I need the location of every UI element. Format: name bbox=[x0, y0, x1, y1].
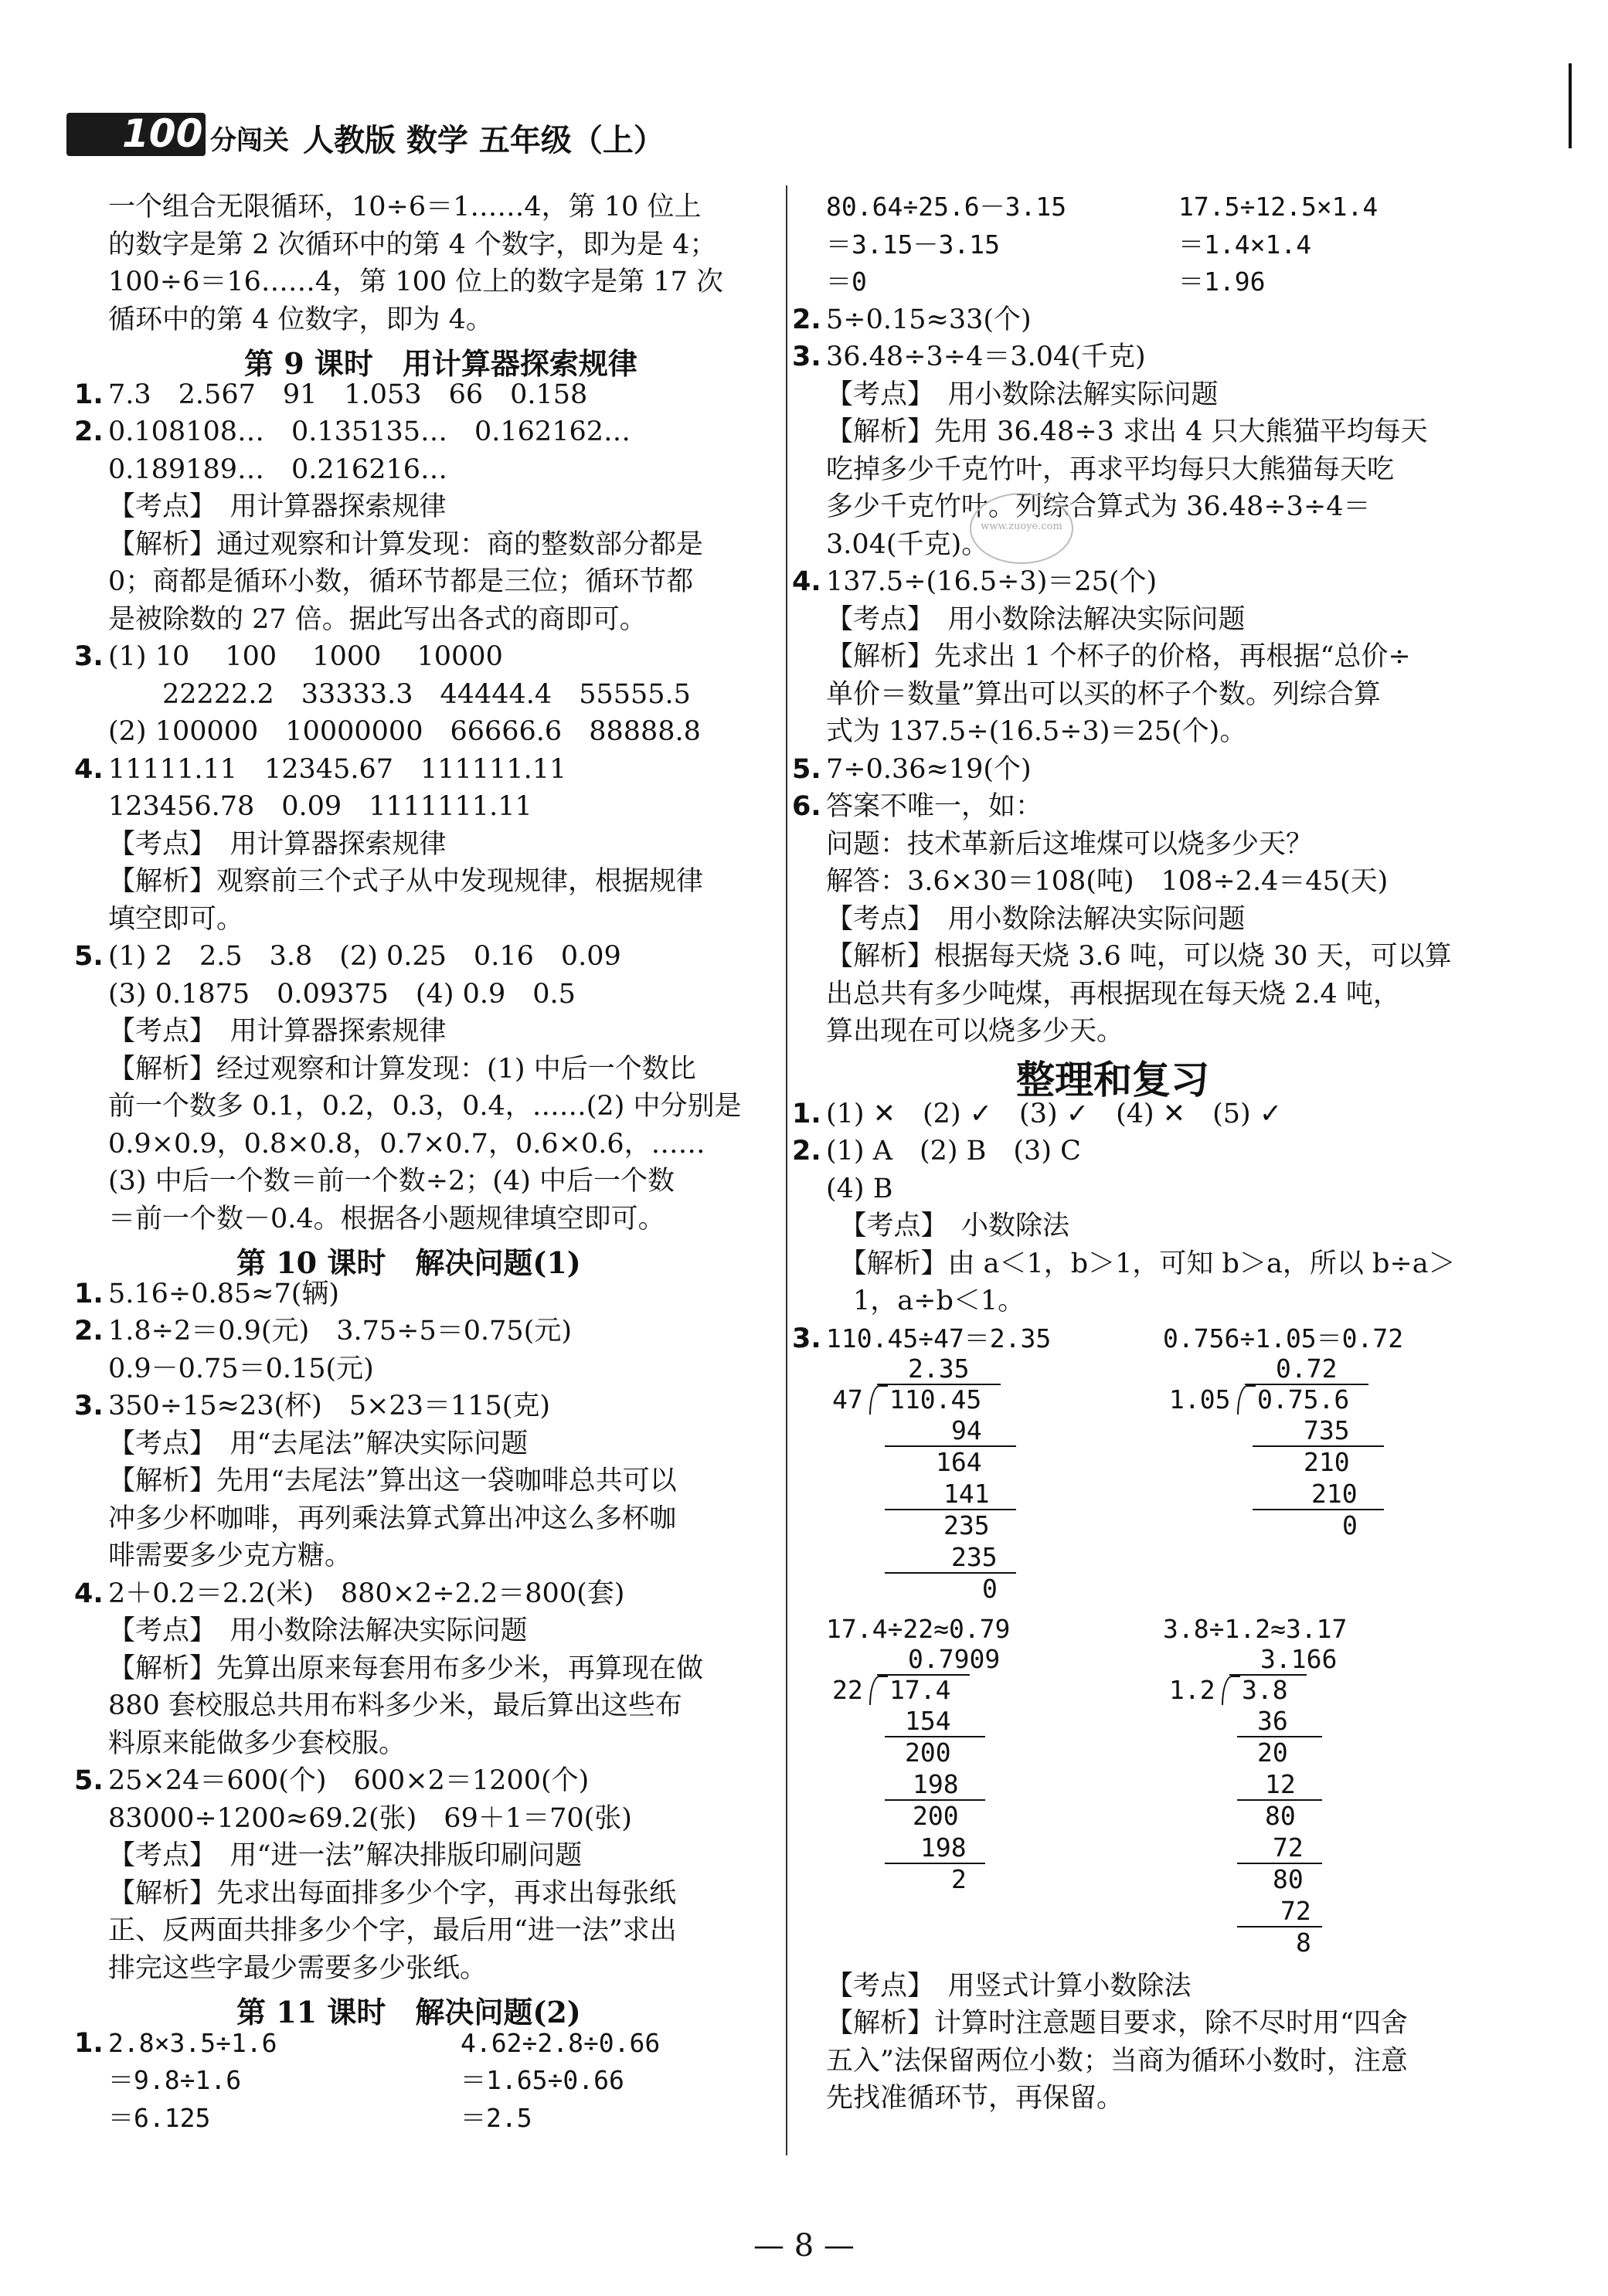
dividend: 110.45 bbox=[889, 1384, 982, 1415]
division-step: 36 bbox=[1257, 1705, 1288, 1736]
dividend: 17.4 bbox=[889, 1674, 951, 1705]
answer-line: 【解析】先用“去尾法”算出这一袋咖啡总共可以 bbox=[108, 1466, 677, 1496]
answer-line: 0.108108… 0.135135… 0.162162… bbox=[108, 416, 631, 447]
answer-line: 【考点】 用计算器探索规律 bbox=[108, 828, 447, 860]
review-title: 整理和复习 bbox=[1016, 1057, 1209, 1102]
calc-step: 2.8×3.5÷1.6 bbox=[108, 2027, 277, 2058]
answer-line: (2) 100000 10000000 66666.6 88888.8 bbox=[108, 716, 701, 747]
answer-line: 1，a÷b＜1。 bbox=[826, 1286, 1025, 1316]
answer-line: 答案不唯一，如： bbox=[826, 791, 1043, 822]
answer-line: 【解析】观察前三个式子从中发现规律，根据规律 bbox=[108, 866, 704, 897]
division-step: 198 bbox=[913, 1768, 959, 1799]
quotient: 0.7909 bbox=[908, 1643, 1001, 1674]
divisor: 1.05 bbox=[1169, 1384, 1231, 1415]
answer-line: 0.9－0.75＝0.15(元) bbox=[108, 1353, 374, 1384]
calc-step: ＝1.96 bbox=[1178, 267, 1266, 297]
answer-line: 【考点】 用小数除法解决实际问题 bbox=[108, 1615, 528, 1646]
answer-line: (1) ✕ (2) ✓ (3) ✓ (4) ✕ (5) ✓ bbox=[826, 1098, 1283, 1129]
answer-line: 问题：技术革新后这堆煤可以烧多少天？ bbox=[826, 828, 1314, 860]
division-step: 735 bbox=[1304, 1415, 1350, 1445]
answer-line: (1) 2 2.5 3.8 (2) 0.25 0.16 0.09 bbox=[108, 941, 621, 972]
answer-line: 吃掉多少千克竹叶，再求平均每只大熊猫每天吃 bbox=[826, 453, 1395, 485]
section-title-11: 第 11 课时 解决问题(2) bbox=[236, 1995, 581, 2029]
division-equation: 110.45÷47＝2.35 bbox=[826, 1323, 1052, 1353]
answer-line: 【解析】先求出 1 个杯子的价格，再根据“总价÷ bbox=[826, 641, 1411, 672]
division-equation: 17.4÷22≈0.79 bbox=[826, 1613, 1011, 1644]
answer-line: 【解析】计算时注意题目要求，除不尽时用“四舍 bbox=[826, 2008, 1408, 2039]
answer-line: 22222.2 33333.3 44444.4 55555.5 bbox=[108, 678, 691, 710]
page-header bbox=[66, 108, 1519, 162]
answer-line: 83000÷1200≈69.2(张) 69＋1＝70(张) bbox=[108, 1802, 632, 1834]
answer-line: 1.8÷2＝0.9(元) 3.75÷5＝0.75(元) bbox=[108, 1316, 572, 1347]
item-number: 4. bbox=[74, 753, 104, 785]
answer-line: 式为 137.5÷(16.5÷3)＝25(个)。 bbox=[826, 716, 1247, 747]
brand-logo bbox=[66, 113, 206, 156]
divisor: 47 bbox=[832, 1384, 863, 1415]
item-number: 4. bbox=[74, 1578, 104, 1609]
calc-step: 4.62÷2.8÷0.66 bbox=[461, 2027, 661, 2058]
answer-line: 【解析】由 a＜1，b＞1，可知 b＞a，所以 b÷a＞ bbox=[826, 1248, 1456, 1279]
answer-line: (3) 中后一个数＝前一个数÷2；(4) 中后一个数 bbox=[108, 1166, 675, 1197]
answer-line: (1) A (2) B (3) C bbox=[826, 1136, 1081, 1167]
step-rule bbox=[1253, 1509, 1384, 1510]
item-number: 1. bbox=[74, 1278, 104, 1309]
division-step: 0 bbox=[982, 1573, 998, 1604]
answer-line: 解答：3.6×30＝108(吨) 108÷2.4＝45(天) bbox=[826, 866, 1389, 897]
calc-step: ＝1.65÷0.66 bbox=[461, 2065, 624, 2095]
item-number: 1. bbox=[74, 379, 104, 410]
item-number: 2. bbox=[792, 1136, 821, 1167]
calc-step: ＝0 bbox=[826, 267, 867, 297]
item-number: 5. bbox=[792, 753, 821, 785]
division-equation: 3.8÷1.2≈3.17 bbox=[1163, 1613, 1348, 1644]
calc-step: ＝3.15－3.15 bbox=[826, 229, 1000, 260]
answer-line: 【解析】通过观察和计算发现：商的整数部分都是 bbox=[108, 528, 704, 560]
item-number: 5. bbox=[74, 941, 104, 972]
answer-line: 冲多少杯咖啡，再列乘法算式算出冲这么多杯咖 bbox=[108, 1503, 677, 1534]
item-number: 6. bbox=[792, 791, 821, 822]
answer-line: (3) 0.1875 0.09375 (4) 0.9 0.5 bbox=[108, 978, 576, 1010]
dividend: 3.8 bbox=[1242, 1674, 1288, 1705]
answer-line: 一个组合无限循环，10÷6＝1……4，第 10 位上 bbox=[108, 192, 702, 222]
answer-line: 算出现在可以烧多少天。 bbox=[826, 1016, 1124, 1047]
answer-line: 五入”法保留两位小数；当商为循环小数时，注意 bbox=[826, 2045, 1408, 2077]
answer-line: 5÷0.15≈33(个) bbox=[826, 304, 1032, 335]
answer-line: 单价＝数量”算出可以买的杯子个数。列综合算 bbox=[826, 678, 1381, 710]
answer-line: 【考点】 用小数除法解实际问题 bbox=[826, 379, 1219, 410]
item-number: 3. bbox=[74, 1391, 104, 1421]
item-number: 3. bbox=[74, 641, 104, 672]
answer-line: 7.3 2.567 91 1.053 66 0.158 bbox=[108, 379, 588, 410]
page-number: — 8 — bbox=[753, 2228, 855, 2264]
answer-line: 填空即可。 bbox=[108, 903, 244, 935]
division-step: 235 bbox=[943, 1510, 990, 1540]
division-bracket bbox=[869, 1385, 888, 1415]
division-step: 198 bbox=[920, 1832, 967, 1863]
edge-rule bbox=[1569, 63, 1572, 148]
answer-line: 【考点】 用计算器探索规律 bbox=[108, 1016, 447, 1047]
answer-line: 【解析】经过观察和计算发现：(1) 中后一个数比 bbox=[108, 1053, 696, 1085]
division-step: 141 bbox=[943, 1478, 990, 1509]
calc-step: ＝1.4×1.4 bbox=[1178, 229, 1312, 260]
division-bracket bbox=[869, 1676, 888, 1705]
answer-line: 0.189189… 0.216216… bbox=[108, 453, 448, 485]
division-step: 235 bbox=[951, 1541, 998, 1572]
answer-line: 【考点】 用小数除法解决实际问题 bbox=[826, 603, 1246, 635]
division-step: 200 bbox=[913, 1800, 959, 1831]
answer-line: 123456.78 0.09 1111111.11 bbox=[108, 791, 532, 822]
answer-line: 3.04(千克)。 bbox=[826, 528, 989, 560]
answer-line: 料原来能做多少套校服。 bbox=[108, 1727, 406, 1759]
answer-line: 正、反两面共排多少个字，最后用“进一法”求出 bbox=[108, 1915, 677, 1946]
answer-line: 先找准循环节，再保留。 bbox=[826, 2083, 1124, 2114]
item-number: 5. bbox=[74, 1765, 104, 1796]
item-number: 2. bbox=[792, 304, 821, 335]
answer-line: 出总共有多少吨煤，再根据现在每天烧 2.4 吨， bbox=[826, 978, 1400, 1010]
answer-line: ＝前一个数－0.4。根据各小题规律填空即可。 bbox=[108, 1203, 665, 1235]
answer-line: 7÷0.36≈19(个) bbox=[826, 753, 1032, 785]
answer-line: 【解析】先求出每面排多少个字，再求出每张纸 bbox=[108, 1877, 677, 1909]
divisor: 1.2 bbox=[1169, 1674, 1215, 1705]
section-title-9: 第 9 课时 用计算器探索规律 bbox=[244, 346, 637, 381]
answer-line: 前一个数多 0.1，0.2，0.3，0.4，……(2) 中分别是 bbox=[108, 1091, 742, 1122]
column-divider bbox=[786, 185, 787, 2155]
division-step: 200 bbox=[905, 1737, 951, 1768]
answer-line: 2＋0.2＝2.2(米) 880×2÷2.2＝800(套) bbox=[108, 1578, 625, 1609]
calc-step: ＝9.8÷1.6 bbox=[108, 2065, 242, 2095]
item-number: 1. bbox=[74, 2027, 104, 2059]
answer-line: 5.16÷0.85≈7(辆) bbox=[108, 1278, 340, 1309]
answer-line: 【考点】 用计算器探索规律 bbox=[108, 491, 447, 522]
answer-line: 880 套校服总共用布料多少米，最后算出这些布 bbox=[108, 1690, 682, 1721]
answer-line: 【解析】先用 36.48÷3 求出 4 只大熊猫平均每天 bbox=[826, 416, 1428, 447]
item-number: 2. bbox=[74, 416, 104, 447]
answer-line: 0；商都是循环小数，循环节都是三位；循环节都 bbox=[108, 566, 694, 597]
division-bracket bbox=[1222, 1676, 1240, 1705]
answer-line: 【考点】 用“进一法”解决排版印刷问题 bbox=[108, 1840, 583, 1871]
division-step: 72 bbox=[1273, 1832, 1304, 1863]
division-step: 210 bbox=[1304, 1446, 1350, 1477]
division-step: 2 bbox=[951, 1863, 967, 1894]
division-step: 94 bbox=[951, 1415, 982, 1445]
calc-step: 80.64÷25.6－3.15 bbox=[826, 192, 1067, 222]
answer-line: 排完这些字最少需要多少张纸。 bbox=[108, 1952, 488, 1984]
item-number: 1. bbox=[792, 1098, 821, 1129]
answer-line: 0.9×0.9，0.8×0.8，0.7×0.7，0.6×0.6，…… bbox=[108, 1128, 705, 1160]
answer-line: 【解析】先算出原来每套用布多少米，再算现在做 bbox=[108, 1652, 704, 1684]
quotient: 0.72 bbox=[1276, 1353, 1338, 1384]
answer-line: 啡需要多少克方糖。 bbox=[108, 1540, 352, 1571]
division-step: 80 bbox=[1265, 1800, 1296, 1831]
step-rule bbox=[885, 1863, 985, 1864]
calc-step: ＝2.5 bbox=[461, 2102, 532, 2133]
calc-step: 17.5÷12.5×1.4 bbox=[1178, 192, 1379, 222]
answer-line: 11111.11 12345.67 111111.11 bbox=[108, 753, 567, 785]
answer-line: 25×24＝600(个) 600×2＝1200(个) bbox=[108, 1765, 590, 1796]
logo-number: 100 bbox=[122, 111, 203, 156]
dividend: 0.75.6 bbox=[1257, 1384, 1350, 1415]
answer-line: 多少千克竹叶。列综合算式为 36.48÷3÷4＝ bbox=[826, 491, 1371, 522]
division-step: 80 bbox=[1273, 1863, 1304, 1894]
calc-step: ＝6.125 bbox=[108, 2102, 211, 2133]
answer-line: 137.5÷(16.5÷3)＝25(个) bbox=[826, 566, 1158, 597]
book-title: 人教版 数学 五年级（上） bbox=[303, 123, 665, 158]
division-equation: 0.756÷1.05＝0.72 bbox=[1163, 1323, 1404, 1353]
answer-line: 循环中的第 4 位数字，即为 4。 bbox=[108, 304, 493, 335]
divisor: 22 bbox=[832, 1674, 863, 1705]
answer-line: 【考点】 用“去尾法”解决实际问题 bbox=[108, 1428, 529, 1459]
division-step: 12 bbox=[1265, 1768, 1296, 1799]
division-step: 8 bbox=[1296, 1927, 1311, 1958]
answer-line: (1) 10 100 1000 10000 bbox=[108, 641, 503, 672]
answer-line: 的数字是第 2 次循环中的第 4 个数字，即为是 4； bbox=[108, 229, 717, 260]
section-title-10: 第 10 课时 解决问题(1) bbox=[236, 1245, 581, 1280]
quotient: 3.166 bbox=[1260, 1643, 1338, 1674]
answer-line: 350÷15≈23(杯) 5×23＝115(克) bbox=[108, 1391, 551, 1421]
division-step: 20 bbox=[1257, 1737, 1288, 1768]
answer-line: 【考点】 用小数除法解决实际问题 bbox=[826, 903, 1246, 935]
item-number: 3. bbox=[792, 1323, 821, 1354]
answer-line: 【考点】 小数除法 bbox=[826, 1211, 1070, 1241]
answer-line: 100÷6＝16……4，第 100 位上的数字是第 17 次 bbox=[108, 267, 724, 297]
answer-line: 【考点】 用竖式计算小数除法 bbox=[826, 1970, 1192, 2002]
item-number: 3. bbox=[792, 341, 821, 372]
division-bracket bbox=[1237, 1385, 1256, 1415]
answer-line: 【解析】根据每天烧 3.6 吨，可以烧 30 天，可以算 bbox=[826, 941, 1452, 972]
quotient: 2.35 bbox=[908, 1353, 970, 1384]
logo-text: 分闯关 bbox=[210, 125, 289, 156]
division-step: 72 bbox=[1280, 1895, 1311, 1926]
answer-line: 36.48÷3÷4＝3.04(千克) bbox=[826, 341, 1146, 372]
division-step: 164 bbox=[936, 1446, 982, 1477]
item-number: 4. bbox=[792, 566, 821, 597]
division-step: 210 bbox=[1311, 1478, 1358, 1509]
item-number: 2. bbox=[74, 1316, 104, 1347]
answer-line: 是被除数的 27 倍。据此写出各式的商即可。 bbox=[108, 603, 647, 635]
division-step: 154 bbox=[905, 1705, 951, 1736]
answer-line: (4) B bbox=[826, 1173, 893, 1204]
division-step: 0 bbox=[1342, 1510, 1358, 1540]
watermark-stamp: www.zuoye.com bbox=[970, 493, 1073, 564]
